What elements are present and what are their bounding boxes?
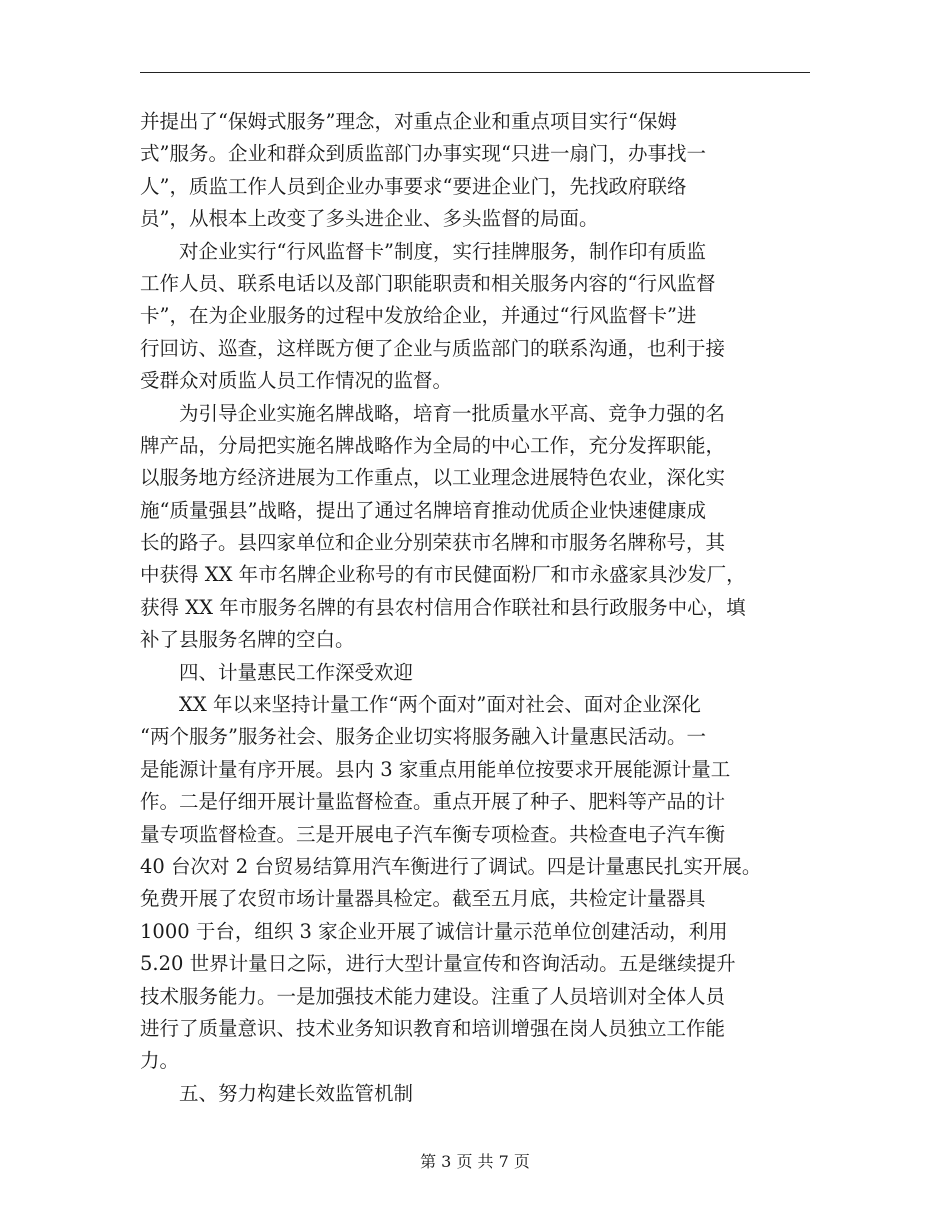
text-line: 卡”，在为企业服务的过程中发放给企业，并通过“行风监督卡”进 (140, 304, 697, 328)
section-heading: 五、努力构建长效监管机制 (140, 1081, 414, 1105)
text-line: “两个服务”服务社会、服务企业切实将服务融入计量惠民活动。一 (140, 725, 706, 749)
text-line: 式”服务。企业和群众到质监部门办事实现“只进一扇门，办事找一 (140, 142, 706, 166)
text-line: 行回访、巡查，这样既方便了企业与质监部门的联系沟通，也利于接 (140, 336, 726, 360)
text-line: 牌产品，分局把实施名牌战略作为全局的中心工作，充分发挥职能， (140, 433, 726, 457)
text-line: 对企业实行“行风监督卡”制度，实行挂牌服务，制作印有质监 (140, 239, 706, 263)
text-line: 人”，质监工作人员到企业办事要求“要进企业门，先找政府联络 (140, 174, 687, 198)
text-line: 并提出了“保姆式服务”理念，对重点企业和重点项目实行“保姆 (140, 110, 677, 133)
text-line: 是能源计量有序开展。县内 3 家重点用能单位按要求开展能源计量工 (140, 757, 731, 781)
text-line: 受群众对质监人员工作情况的监督。 (140, 369, 453, 393)
text-line: 1000 于台，组织 3 家企业开展了诚信计量示范单位创建活动，利用 (140, 919, 728, 943)
text-line: 为引导企业实施名牌战略，培育一批质量水平高、竞争力强的名 (140, 401, 726, 425)
text-line: 作。二是仔细开展计量监督检查。重点开展了种子、肥料等产品的计 (140, 790, 726, 814)
text-line: 员”，从根本上改变了多头进企业、多头监督的局面。 (140, 207, 599, 231)
text-line: 长的路子。县四家单位和企业分别荣获市名牌和市服务名牌称号，其 (140, 531, 726, 555)
text-line: 免费开展了农贸市场计量器具检定。截至五月底，共检定计量器具 (140, 887, 706, 911)
text-line: 40 台次对 2 台贸易结算用汽车衡进行了调试。四是计量惠民扎实开展。 (140, 854, 762, 878)
text-line: 以服务地方经济进展为工作重点，以工业理念进展特色农业，深化实 (140, 466, 726, 490)
text-line: 力。 (140, 1049, 180, 1073)
page-number-footer: 第 3 页 共 7 页 (420, 1152, 530, 1171)
text-line: 获得 XX 年市服务名牌的有县农村信用合作联社和县行政服务中心，填 (140, 595, 746, 619)
text-line: 施“质量强县”战略，提出了通过名牌培育推动优质企业快速健康成 (140, 498, 706, 522)
text-line: 进行了质量意识、技术业务知识教育和培训增强在岗人员独立工作能 (140, 1016, 726, 1040)
section-heading: 四、计量惠民工作深受欢迎 (140, 660, 414, 684)
text-line: 工作人员、联系电话以及部门职能职责和相关服务内容的“行风监督 (140, 271, 716, 295)
header-rule (140, 72, 810, 73)
text-line: 补了县服务名牌的空白。 (140, 628, 355, 652)
text-line: XX 年以来坚持计量工作“两个面对”面对社会、面对企业深化 (140, 693, 701, 717)
text-line: 量专项监督检查。三是开展电子汽车衡专项检查。共检查电子汽车衡 (140, 822, 726, 846)
document-body (140, 106, 812, 1110)
text-line: 中获得 XX 年市名牌企业称号的有市民健面粉厂和市永盛家具沙发厂， (140, 563, 746, 587)
text-line: 5.20 世界计量日之际，进行大型计量宣传和咨询活动。五是继续提升 (140, 952, 736, 976)
text-line: 技术服务能力。一是加强技术能力建设。注重了人员培训对全体人员 (140, 984, 726, 1008)
